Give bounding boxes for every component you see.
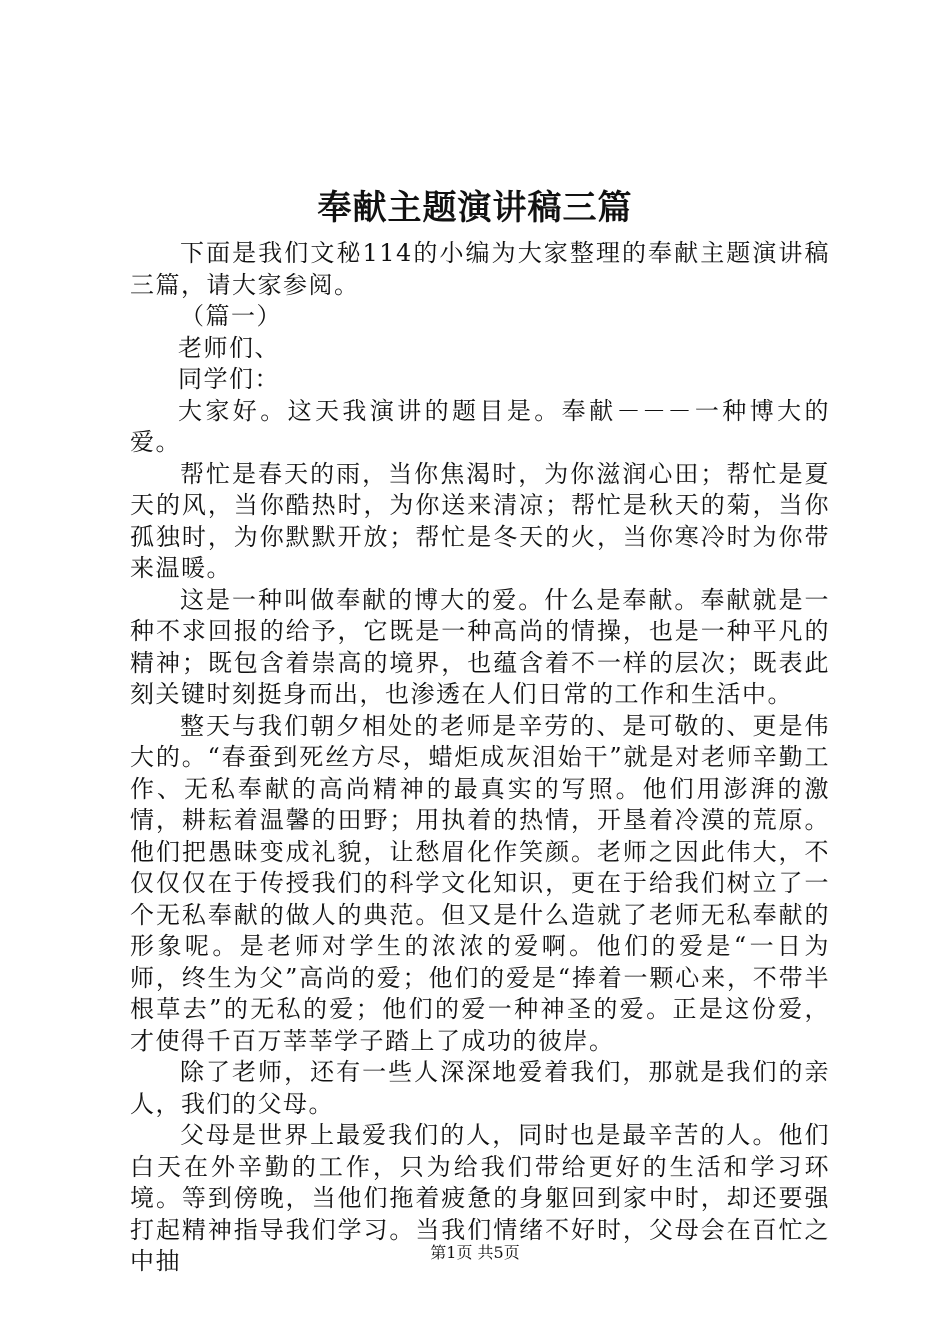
document-body xyxy=(130,238,830,1278)
paragraph-greeting: 大家好。这天我演讲的题目是。奉献－－－一种博大的爱。 xyxy=(130,396,830,456)
paragraph-relatives: 除了老师，还有一些人深深地爱着我们，那就是我们的亲人，我们的父母。 xyxy=(130,1058,830,1118)
paragraph-what-is-dedication: 这是一种叫做奉献的博大的爱。什么是奉献。奉献就是一种不求回报的给予，它既是一种高尚的情操，也是一种平凡的精神；既包含着崇高的境界，也蕴含着不一样的层次；既表此刻关键时刻挺身而出，也渗透在人们日常的工作和生活中。 xyxy=(130,585,830,708)
paragraph-teachers: 整天与我们朝夕相处的老师是辛劳的、是可敬的、更是伟大的。“春蚕到死丝方尽，蜡炬成灰泪始干”就是对老师辛勤工作、无私奉献的高尚精神的最真实的写照。他们用澎湃的激情，耕耘着温馨的田野；用执着的热情，开垦着冷漠的荒原。他们把愚昧变成礼貌，让愁眉化作笑颜。老师之因此伟大，不仅仅仅在于传授我们的科学文化知识，更在于给我们树立了一个无私奉献的做人的典范。但又是什么造就了老师无私奉献的形象呢。是老师对学生的浓浓的爱啊。他们的爱是“一日为师，终生为父”高尚的爱；他们的爱是“捧着一颗心来，不带半根草去”的无私的爱；他们的爱一种神圣的爱。正是这份爱，才使得千百万莘莘学子踏上了成功的彼岸。 xyxy=(130,711,830,1055)
paragraph-salutation-teachers: 老师们、 xyxy=(178,333,280,362)
paragraph-help-seasons: 帮忙是春天的雨，当你焦渴时，为你滋润心田；帮忙是夏天的风，当你酷热时，为你送来清凉；帮忙是秋天的菊，当你孤独时，为你默默开放；帮忙是冬天的火，当你寒冷时为你带来温暖。 xyxy=(130,459,830,582)
paragraph-section-label: （篇一） xyxy=(180,302,282,330)
document-title: 奉献主题演讲稿三篇 xyxy=(317,188,633,228)
paragraph-parents: 父母是世界上最爱我们的人，同时也是最辛苦的人。他们白天在外辛勤的工作，只为给我们带给更好的生活和学习环境。等到傍晚，当他们拖着疲惫的身躯回到家中时，却还要强打起精神指导我们学习。当我们情绪不好时，父母会在百忙之中抽 xyxy=(130,1121,830,1275)
paragraph-salutation-students: 同学们： xyxy=(178,365,280,393)
page-footer: 第1页 共5页 xyxy=(430,1243,520,1262)
paragraph-intro: 下面是我们文秘114的小编为大家整理的奉献主题演讲稿三篇，请大家参阅。 xyxy=(130,239,830,299)
